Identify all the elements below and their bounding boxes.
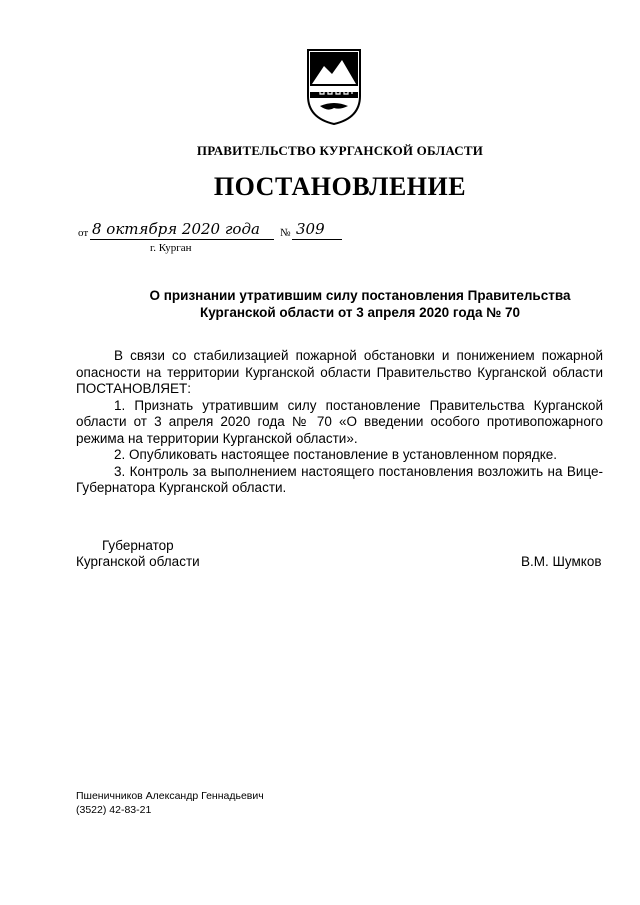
document-type: ПОСТАНОВЛЕНИЕ — [213, 172, 467, 201]
title-line-2: Курганской области от 3 апреля 2020 года № 70 — [199, 305, 521, 320]
date-prefix: от — [78, 227, 89, 239]
intro-paragraph: В связи со стабилизацией пожарной обстановки и понижением пожарной опасности на территории Курганской области Правительство Курганской области ПОСТАНОВЛЯЕТ: — [76, 348, 603, 396]
item-1: 1. Признать утратившим силу постановление Правительства Курганской области от 3 апреля 2020 года № 70 «О введении особого противопожарного режима на территории Курганской области». — [76, 397, 603, 446]
executor-phone: (3522) 42-83-21 — [76, 804, 152, 816]
government-name: ПРАВИТЕЛЬСТВО КУРГАНСКОЙ ОБЛАСТИ — [196, 143, 484, 158]
item-2: 2. Опубликовать настоящее постановление в установленном порядке. — [114, 447, 558, 462]
city-label: г. Курган — [150, 242, 192, 254]
item-3: 3. Контроль за выполнением настоящего постановления возложить на Вице-Губернатора Курганской области. — [76, 463, 603, 495]
date-underline — [90, 239, 274, 240]
title-line-1: О признании утратившим силу постановления Правительства — [149, 288, 571, 303]
document-body — [76, 348, 603, 497]
coat-of-arms-emblem — [302, 46, 366, 126]
handwritten-number: 309 — [296, 220, 325, 238]
executor-block — [76, 789, 264, 817]
number-underline — [292, 239, 342, 240]
signatory-position-line-1: Губернатор — [102, 538, 174, 553]
handwritten-date: 8 октября 2020 года — [92, 220, 260, 238]
number-prefix: № — [280, 227, 291, 239]
executor-name: Пшеничников Александр Геннадьевич — [76, 790, 264, 802]
document-title — [80, 287, 640, 321]
signatory-position-line-2: Курганской области — [76, 554, 200, 569]
signatory-name: В.М. Шумков — [521, 554, 602, 569]
